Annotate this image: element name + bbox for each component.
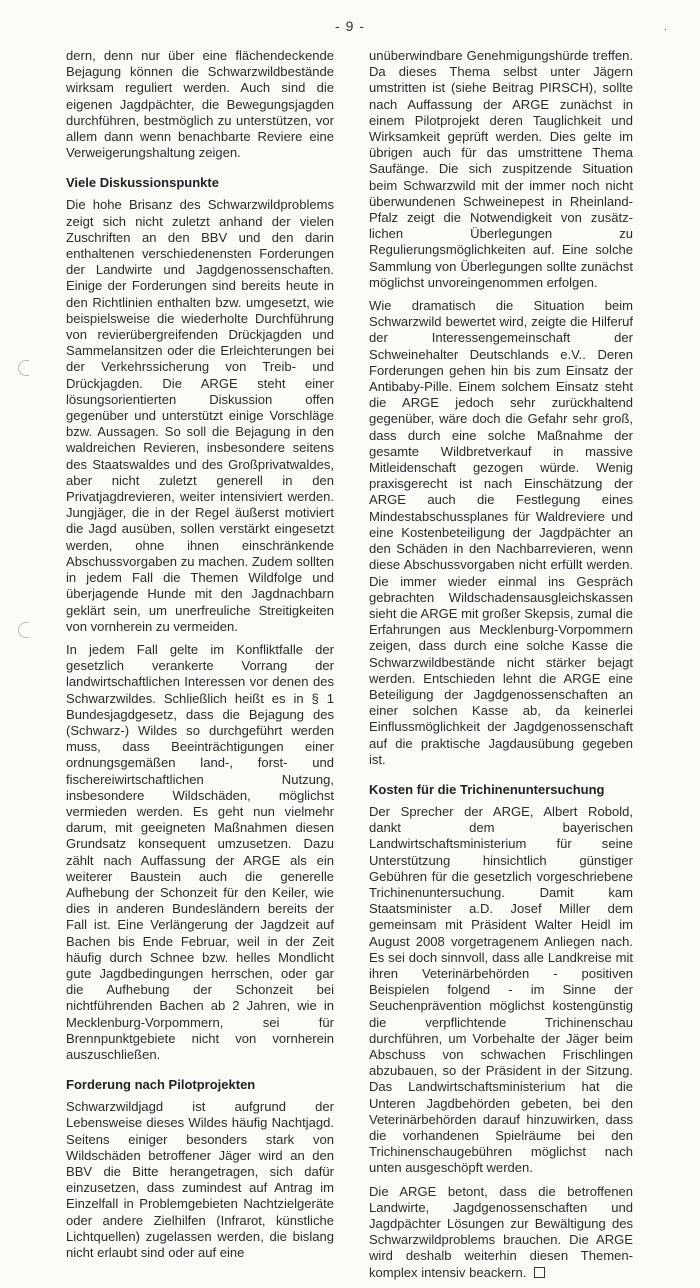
binding-hole-mark	[18, 360, 29, 376]
paragraph: Schwarzwildjagd ist aufgrund der Lebensweise dieses Wildes häufig Nachtjagd. Seitens einiger besonders stark von Wildschäden betroffener Jäger wird an den BBV die Bitte herangetragen, sich dafür einzusetzen, dass zumindest auf Antrag im Einzelfall in Problemgebieten Nachtzielgeräte oder andere Zielhilfen (Infrarot, künstliche Lichtquellen) zugelassen werden, die bislang nicht erlaubt sind oder auf eine	[66, 1099, 334, 1261]
paragraph: In jedem Fall gelte im Konfliktfalle der gesetzlich verankerte Vorrang der landwirtschaftlichen Interessen vor denen des Schwarzwildes. Schließlich heißt es in § 1 Bundesjagdgesetz, dass die Bejagung des (Schwarz-) Wildes so durchgeführt werden muss, dass Beeinträchtigungen einer ordnungsgemäßen land-, forst- und fischereiwirtschaftlichen Nutzung, insbesondere Wildschäden, möglichst vermieden werden. Es geht nun vielmehr darum, mit geeigneten Maßnahmen diesen Grundsatz konsequent umzusetzen. Dazu zählt nach Auffassung der ARGE als ein weiterer Baustein auch die generelle Aufhebung der Schonzeit für den Keiler, wie dies in anderen Bundesländern bereits der Fall ist. Eine Verlängerung der Jagdzeit auf Bachen bis Ende Februar, weil in der Zeit häufig durch Schnee bzw. helles Mondlicht gute Jagdbedingungen herrschen, oder gar die Aufhebung der Schonzeit bei nichtführenden Bachen ab 2 Jahren, wie in Mecklenburg-Vorpommern, sei für Brennpunktgebiete nicht von vornherein auszuschließen.	[66, 641, 334, 1062]
paragraph: unüberwindbare Genehmigungshürde treffen. Da dieses Thema selbst unter Jägern umstritten ist (siehe Beitrag PIRSCH), sollte nach Auffassung der ARGE zunächst in einem Pilotprojekt deren Tauglichkeit und Wirksamkeit geprüft werden. Dies gelte im übrigen auch für das umstrittene Thema Saufänge. Die sich zuspitzende Situation beim Schwarzwild mit der immer noch nicht überwundenen Schweinepest in Rheinland-Pfalz zeigt die Notwendigkeit von zusätzlichen Überlegungen zu Regulierungsmöglichkeiten auf. Eine solche Sammlung von Überlegungen sollte zunächst möglichst unvoreingenommen erfolgen.	[369, 48, 633, 290]
section-heading: Kosten für die Trichinenuntersuchung	[369, 781, 605, 797]
binding-hole-mark	[18, 622, 29, 638]
page-number: - 9 -	[335, 18, 365, 34]
left-column	[66, 48, 334, 1268]
closing-paragraph	[369, 1184, 633, 1281]
paragraph: Die hohe Brisanz des Schwarzwildproblems zeigt sich nicht zuletzt anhand der vielen Zuschriften an den BBV und den darin enthaltenen verschiedenensten Forderungen der Landwirte und Jagdgenossenschaften. Einige der Forderungen sind bereits heute in den Richtlinien enthalten bzw. umgesetzt, wie beispielsweise die wiederholte Durchführung von revierübergreifenden Drückjagden und Sammelansitzen oder die Erleichterungen bei der Verkehrssicherung von Treib- und Drückjagden. Die ARGE steht einer lösungsorientierten Diskussion offen gegenüber und unterstützt einige Vorschläge bzw. Aussagen. So soll die Bejagung in den waldreichen Revieren, insbesondere seitens des Staatswaldes und des Großprivatwaldes, aber nicht zuletzt generell in den Privatjagdrevieren, weiter intensiviert werden. Jungjäger, die in der Regel äußerst motiviert die Jagd ausüben, sollen verstärkt eingesetzt werden, ohne ihnen einschränkende Abschussvorgaben zu machen. Zudem sollten in jedem Fall die Themen Wildfolge und überjagende Hunde mit den Jagdnachbarn geklärt sein, um unerfreuliche Streitigkeiten von vornherein zu vermeiden.	[66, 197, 334, 634]
paragraph: Der Sprecher der ARGE, Albert Robold, dankt dem bayerischen Landwirtschaftsministerium für seine Unterstützung hinsichtlich günstiger Gebühren für die gesetzlich vorgeschriebene Trichinenuntersuchung. Damit kam Staatsminister a.D. Josef Miller dem gemeinsam mit Präsident Walter Heidl im August 2008 vorgetragenem Anliegen nach. Es sei doch sinnvoll, dass alle Landkreise mit ihren Veterinärbehörden - positiven Beispielen folgend - im Sinne der Seuchenprävention möglichst kostengünstig die verpflichtende Trichinenschau durchführen, um Vorbehalte der Jäger beim Abschuss von schwachen Frischlingen abzubauen, so der Präsident in der Sitzung. Das Landwirtschaftsministerium hat die Unteren Jagdbehörden gebeten, bei den Veterinärbehörden darauf hinzuwirken, dass die vorhandenen Spielräume bei den Trichinenschaugebühren möglichst nach unten ausgeschöpft werden.	[369, 803, 633, 1176]
right-column	[369, 48, 633, 1288]
paragraph: Wie dramatisch die Situation beim Schwarzwild bewertet wird, zeigte die Hilferuf der Interessengemeinschaft der Schweinehalter Deutschlands e.V.. Deren Forderungen gehen hin bis zum Einsatz der Antibaby-Pille. Einem solchem Einsatz steht die ARGE jedoch sehr zurückhaltend gegenüber, wäre doch die Gefahr sehr groß, dass durch eine solche Maßnahme der gesamte Wildbretverkauf in massive Mitleidenschaft gezogen würde. Wenig praxisgerecht ist nach Einschätzung der ARGE auch die Festlegung eines Mindestabschussplanes für Waldreviere und eine Kostenbeteiligung der Jagdpächter an den Schäden in den Nachbarrevieren, wenn diese Abschussvorgaben nicht erfüllt werden. Die immer wieder einmal ins Gespräch gebrachten Wildschadensausgleichskassen sieht die ARGE mit großer Skepsis, zumal die Erfahrungen aus Mecklenburg-Vorpommern zeigen, dass durch eine solche Kasse die Schwarzwildbestände nicht stärker bejagt werden. Entschieden lehnt die ARGE eine Beteiligung der Jagdgenossenschaften an einer solchen Kasse ab, da keinerlei Einflussmöglichkeit der Jagdgenossenschaft auf die praktische Jagdausübung gegeben ist.	[369, 298, 633, 767]
section-heading: Viele Diskussionspunkte	[66, 175, 219, 191]
closing-text: Die ARGE betont, dass die betroffenen Landwirte, Jagdgenossenschaften und Jagdpächter Lösungen zur Bewältigung des Schwarzwildproblems brauchen. Die ARGE wird deshalb weiterhin diesen Themenkomplex intensiv beackern.	[369, 1183, 633, 1280]
corner-mark: .	[664, 22, 667, 33]
section-heading: Forderung nach Pilotprojekten	[66, 1077, 256, 1093]
end-of-article-box-icon	[534, 1267, 545, 1278]
paragraph: dern, denn nur über eine flächendeckende Bejagung können die Schwarzwildbestände wirksam reguliert werden. Auch sind die eigenen Jagdpächter, die Bewegungsjagden durchführen, bestmöglich zu unterstützen, vor allem dann wenn benachbarte Reviere eine Verweigerungshaltung zeigen.	[66, 48, 334, 161]
